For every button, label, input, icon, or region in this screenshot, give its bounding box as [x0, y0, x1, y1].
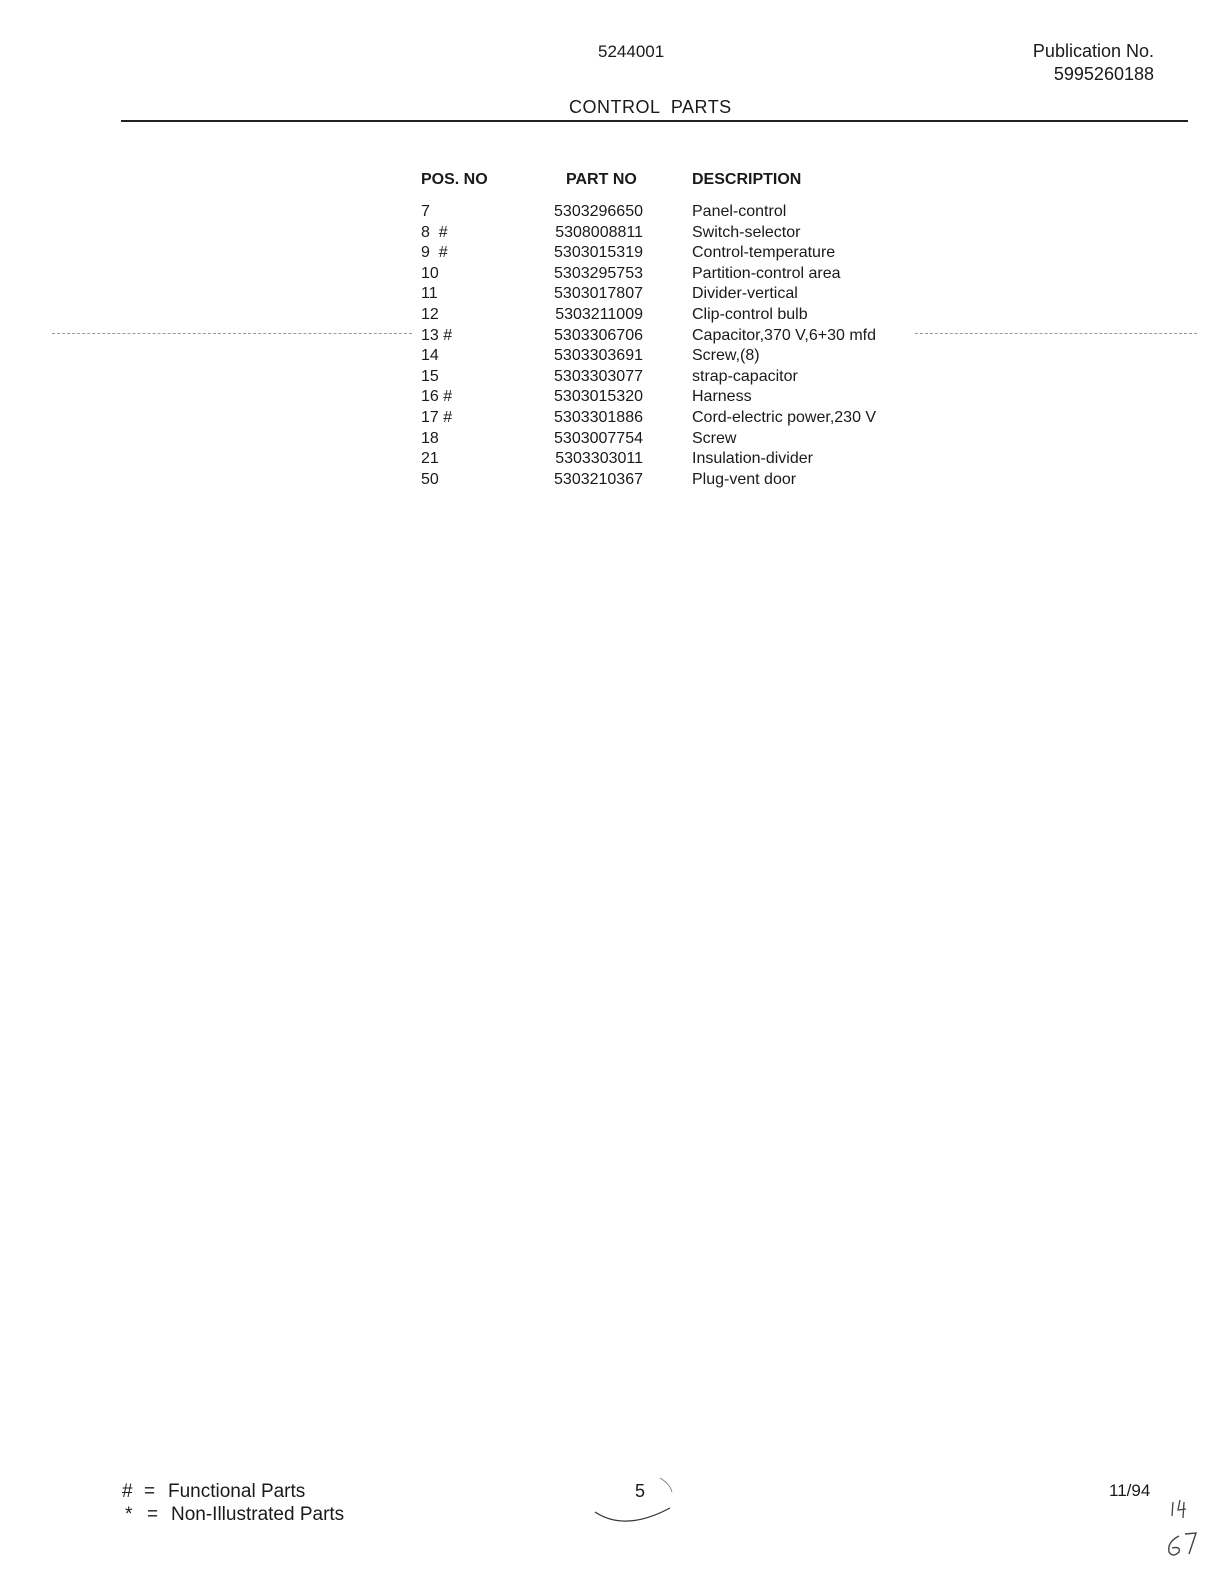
part-number: 5303015319: [554, 244, 643, 262]
section-title: CONTROL PARTS: [569, 97, 732, 117]
part-description: Harness: [692, 388, 752, 406]
legend-equals: =: [144, 1481, 156, 1502]
part-description: Divider-vertical: [692, 285, 798, 303]
scan-artifact-right: [915, 333, 1197, 334]
part-description: Clip-control bulb: [692, 305, 808, 323]
page-number: 5: [635, 1481, 646, 1501]
position-number: 17 #: [421, 408, 453, 426]
part-number: 5303295753: [554, 264, 643, 282]
handwritten-annotation: [1155, 1492, 1215, 1562]
column-header-pos: POS. NO: [421, 171, 488, 188]
part-description: strap-capacitor: [692, 367, 798, 385]
column-header-description: DESCRIPTION: [692, 171, 802, 188]
part-description: Cord-electric power,230 V: [692, 408, 877, 426]
position-number: 10: [421, 264, 439, 282]
position-number: 7: [421, 203, 430, 220]
position-number: 12: [421, 305, 439, 323]
publication-label: Publication No.: [1032, 41, 1154, 61]
part-number: 5303007754: [554, 429, 643, 447]
position-number: 13 #: [421, 326, 453, 344]
publication-number: 5995260188: [1053, 64, 1154, 84]
part-number: 5303015320: [554, 388, 643, 406]
part-description: Plug-vent door: [692, 470, 797, 488]
header-divider: [121, 120, 1188, 122]
part-number: 5303210367: [554, 470, 643, 488]
part-number: 5308008811: [555, 223, 643, 241]
part-description: Panel-control: [692, 203, 787, 220]
part-number: 5303303691: [554, 347, 643, 365]
position-number: 16 #: [421, 388, 453, 406]
model-number: 5244001: [598, 42, 665, 61]
part-description: Partition-control area: [692, 264, 841, 282]
legend-functional: [122, 1481, 305, 1503]
part-description: Capacitor,370 V,6+30 mfd: [692, 326, 876, 344]
position-number: 21: [421, 450, 439, 468]
legend-equals: =: [147, 1504, 159, 1525]
legend-text: Non-Illustrated Parts: [171, 1504, 345, 1525]
position-number: 11: [421, 285, 438, 303]
part-description: Screw: [692, 429, 737, 447]
part-description: Switch-selector: [692, 223, 801, 241]
column-header-part: PART NO: [566, 171, 637, 188]
position-number: 18: [421, 429, 439, 447]
position-number: 14: [421, 347, 439, 365]
part-description: Insulation-divider: [692, 450, 813, 468]
legend-text: Functional Parts: [168, 1481, 306, 1502]
part-number: 5303303077: [554, 367, 643, 385]
part-number: 5303303011: [555, 450, 643, 468]
revision-date: 11/94: [1109, 1481, 1151, 1500]
legend-non-illustrated: [125, 1504, 344, 1526]
position-number: 8 #: [421, 223, 448, 241]
legend-symbol: *: [125, 1504, 133, 1525]
part-description: Screw,(8): [692, 347, 760, 365]
part-number: 5303301886: [554, 408, 643, 426]
part-number: 5303306706: [554, 326, 643, 344]
part-description: Control-temperature: [692, 244, 836, 262]
part-number: 5303017807: [554, 285, 643, 303]
position-number: 50: [421, 470, 439, 488]
position-number: 9 #: [421, 244, 448, 262]
position-number: 15: [421, 367, 439, 385]
part-number: 5303296650: [554, 203, 643, 220]
scan-artifact-left: [52, 333, 412, 334]
part-number: 5303211009: [555, 305, 643, 323]
legend-symbol: #: [122, 1481, 133, 1502]
